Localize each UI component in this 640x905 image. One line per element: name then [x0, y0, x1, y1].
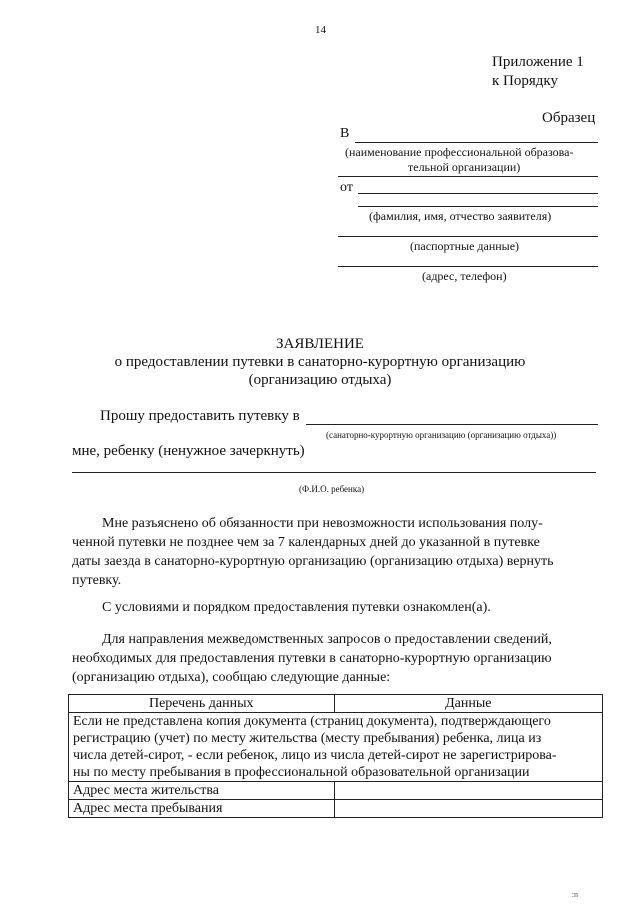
sample-label: Образец [542, 110, 596, 126]
table-header-cell: Перечень данных [69, 695, 335, 713]
appendix-line1: Приложение 1 [492, 54, 584, 70]
table-note-row [69, 713, 603, 782]
child-name-caption: (Ф.И.О. ребенка) [299, 484, 365, 494]
request-for-whom: мне, ребенку (ненужное зачеркнуть) [72, 443, 305, 459]
obligation-line: путевку. [72, 573, 122, 588]
table-row-value[interactable] [334, 782, 602, 800]
table-row [69, 782, 603, 800]
document-title: ЗАЯВЛЕНИЕ [276, 336, 364, 352]
page-number: 14 [315, 24, 326, 36]
table-note-cell [69, 713, 603, 782]
passport-caption: (паспортные данные) [410, 239, 520, 253]
table-note-line: ны по месту пребывания в профессиональной образовательной организации [73, 765, 530, 780]
obligation-line: ченной путевки не позднее чем за 7 календарных дней до указанной в путевке [72, 535, 540, 550]
address-caption: (адрес, телефон) [422, 269, 507, 283]
table-note-line: числа детей-сирот, - если ребенок, лицо из числа детей-сирот не зарегистрирова- [73, 748, 557, 763]
corner-mark: :n [571, 890, 578, 899]
table-row-value[interactable] [334, 800, 602, 818]
to-prefix: В [340, 126, 350, 141]
request-text: Прошу предоставить путевку в [100, 408, 300, 424]
table-note-line: регистрацию (учет) по месту жительства (месту пребывания) ребенка, лица из [73, 731, 542, 746]
to-caption-line2: тельной организации) [408, 160, 521, 174]
to-caption-line1: (наименование профессиональной образова- [345, 145, 574, 159]
document-subtitle-line2: (организацию отдыха) [248, 372, 392, 388]
table-header-row [69, 695, 603, 713]
requests-line: необходимых для предоставления путевки в санаторно-курортную организацию [72, 651, 552, 666]
address-line [338, 266, 598, 267]
obligation-line: Мне разъяснено об обязанности при невозможности использования полу- [102, 516, 543, 531]
name-caption: (фамилия, имя, отчество заявителя) [369, 209, 552, 223]
from-prefix: от [340, 180, 353, 195]
from-line-2 [358, 206, 598, 207]
table-row-label: Адрес места пребывания [69, 800, 335, 818]
obligation-paragraph [72, 514, 596, 590]
obligation-line: даты заезда в санаторно-курортную организацию (организацию отдыха) вернуть [72, 554, 554, 569]
appendix-line2: к Порядку [492, 73, 558, 89]
acquainted-text: С условиями и порядком предоставления путевки ознакомлен(а). [102, 600, 491, 615]
requests-line: (организацию отдыха), сообщаю следующие данные: [72, 670, 391, 685]
document-subtitle-line1: о предоставлении путевки в санаторно-курортную организацию [114, 354, 526, 370]
table-note-line: Если не представлена копия документа (страниц документа), подтверждающего [73, 714, 551, 729]
request-institution-line [306, 424, 598, 425]
from-line [358, 193, 598, 194]
to-caption-underline [338, 176, 598, 177]
data-table [68, 694, 603, 818]
requests-line: Для направления межведомственных запросов о предоставлении сведений, [102, 632, 552, 647]
table-row [69, 800, 603, 818]
requests-paragraph [72, 630, 596, 687]
passport-line [338, 236, 598, 237]
request-institution-caption: (санаторно-курортную организацию (организацию отдыха)) [326, 430, 557, 440]
table-header-cell: Данные [334, 695, 602, 713]
child-name-line [72, 472, 596, 473]
to-line [355, 142, 598, 143]
table-row-label: Адрес места жительства [69, 782, 335, 800]
